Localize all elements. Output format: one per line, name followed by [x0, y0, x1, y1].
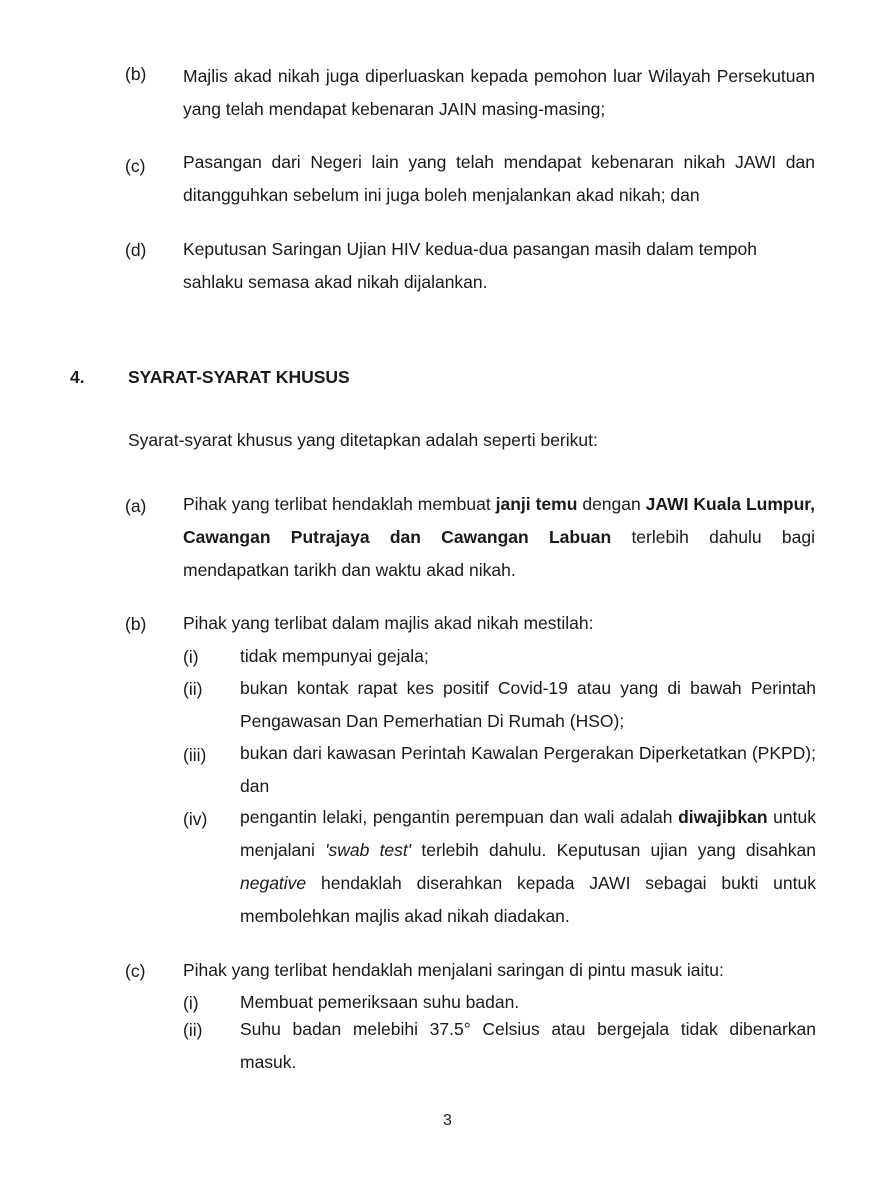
item-label: (b) — [125, 614, 147, 634]
sub-text: bukan kontak rapat kes positif Covid-19 atau yang di bawah Perintah Pengawasan Dan Pemerhatian Di Rumah (HSO); — [240, 678, 816, 731]
sub-text: bukan dari kawasan Perintah Kawalan Pergerakan Diperketatkan (PKPD); dan — [240, 743, 816, 796]
section-intro: Syarat-syarat khusus yang ditetapkan adalah seperti berikut: — [128, 430, 598, 450]
item-label: (c) — [125, 156, 146, 176]
item-label: (c) — [125, 961, 146, 981]
page-number: 3 — [443, 1112, 452, 1129]
sub-label: (ii) — [183, 679, 203, 699]
sub-label: (i) — [183, 647, 199, 667]
item-label: (b) — [125, 64, 147, 84]
item-text: Keputusan Saringan Ujian HIV kedua-dua pasangan masih dalam tempoh sahlaku semasa akad nikah dijalankan. — [183, 239, 757, 292]
sub-text-iv: pengantin lelaki, pengantin perempuan dan wali adalah diwajibkan untuk menjalani 'swab test' terlebih dahulu. Keputusan ujian yang disahkan negative hendaklah diserahkan kepada JAWI sebagai bukti untuk membolehkan majlis akad nikah diadakan. — [240, 807, 816, 926]
sub-label: (iv) — [183, 809, 208, 829]
item-label: (d) — [125, 240, 147, 260]
item-a-text: Pihak yang terlibat hendaklah membuat janji temu dengan JAWI Kuala Lumpur, Cawangan Putrajaya dan Cawangan Labuan terlebih dahulu bagi mendapatkan tarikh dan waktu akad nikah. — [183, 494, 816, 580]
item-text: Majlis akad nikah juga diperluaskan kepada pemohon luar Wilayah Persekutuan yang telah mendapat kebenaran JAIN masing-masing; — [183, 66, 815, 119]
sub-text: tidak mempunyai gejala; — [240, 646, 429, 666]
sub-label: (i) — [183, 993, 199, 1013]
sub-text: Membuat pemeriksaan suhu badan. — [240, 992, 520, 1012]
item-c-intro: Pihak yang terlibat hendaklah menjalani saringan di pintu masuk iaitu: — [183, 960, 724, 980]
item-text: Pasangan dari Negeri lain yang telah mendapat kebenaran nikah JAWI dan ditangguhkan sebelum ini juga boleh menjalankan akad nikah; dan — [183, 152, 815, 205]
sub-label: (iii) — [183, 745, 207, 765]
sub-text: Suhu badan melebihi 37.5° Celsius atau bergejala tidak dibenarkan masuk. — [240, 1019, 816, 1072]
item-label: (a) — [125, 496, 147, 516]
sub-label: (ii) — [183, 1020, 203, 1040]
section-number: 4. — [70, 367, 85, 387]
section-title: SYARAT-SYARAT KHUSUS — [128, 367, 350, 387]
item-b-intro: Pihak yang terlibat dalam majlis akad nikah mestilah: — [183, 613, 594, 633]
